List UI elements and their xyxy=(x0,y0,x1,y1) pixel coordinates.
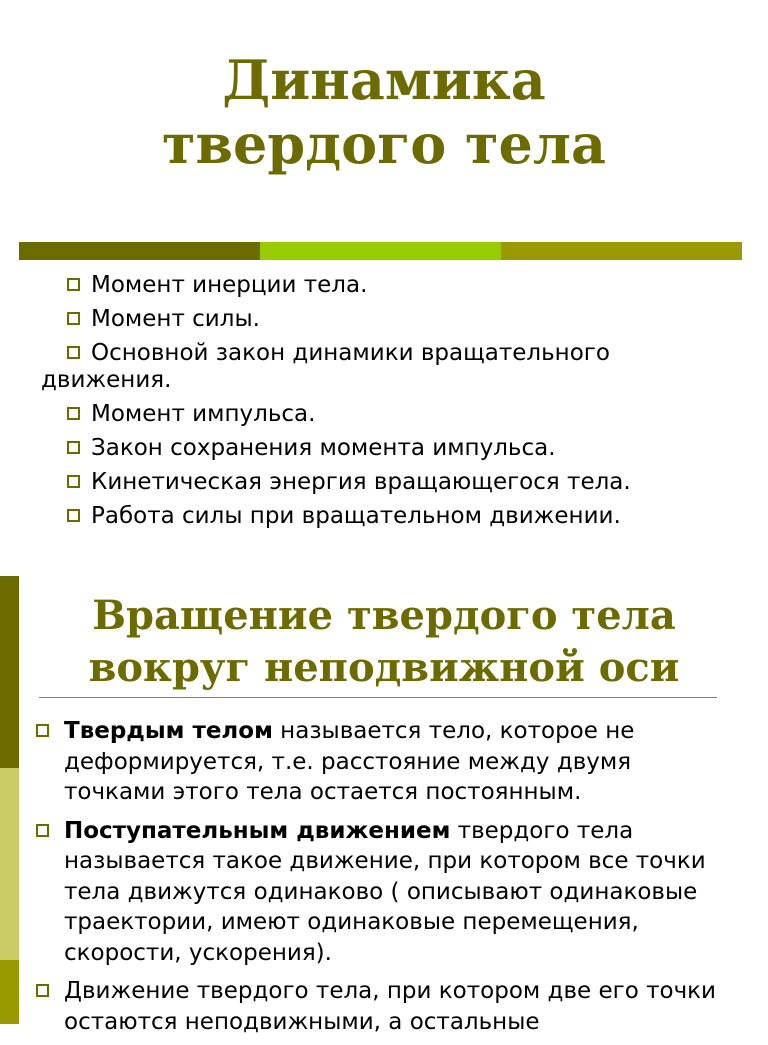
square-bullet-icon xyxy=(67,475,80,488)
square-bullet-icon xyxy=(67,509,80,522)
list-item xyxy=(36,976,736,1037)
definition-text: Движение твердого тела, при котором две его точки остаются неподвижными, а остальные xyxy=(64,978,716,1035)
list-item xyxy=(36,816,736,969)
list-item: Основной закон динамики вращательного движения. xyxy=(41,340,610,393)
slide-title-line-1: Динамика xyxy=(222,48,546,112)
side-band-dark xyxy=(0,576,19,768)
side-band-light xyxy=(0,768,19,960)
slide-title-line-2: твердого тела xyxy=(162,112,606,176)
divider-segment-lime xyxy=(260,242,501,260)
section-title-line-2: вокруг неподвижной оси xyxy=(88,644,680,691)
side-band-olive xyxy=(0,960,19,1024)
square-bullet-icon xyxy=(36,984,49,997)
section-title-line-1: Вращение твердого тела xyxy=(92,592,676,639)
divider-segment-olive xyxy=(501,242,742,260)
list-item: Момент импульса. xyxy=(66,401,746,428)
title-underline xyxy=(39,697,717,698)
list-item: Закон сохранения момента импульса. xyxy=(66,435,746,462)
divider-segment-dark xyxy=(19,242,260,260)
list-item: Момент инерции тела. xyxy=(66,272,746,299)
definition-text: называется тело, которое не деформируется, т.е. расстояние между двумя точками этого тела остается постоянным. xyxy=(64,718,635,805)
definition-text: твердого тела называется такое движение, при котором все точки тела движутся одинаково ( описывают одинаковые траектории, имеют одинаковые перемещения, скорости, ускорения). xyxy=(64,817,706,966)
list-item: Работа силы при вращательном движении. xyxy=(66,503,746,530)
square-bullet-icon xyxy=(67,312,80,325)
square-bullet-icon xyxy=(36,724,49,737)
section-title xyxy=(30,590,738,694)
square-bullet-icon xyxy=(67,278,80,291)
term: Поступательным движением xyxy=(64,817,451,844)
square-bullet-icon xyxy=(36,824,49,837)
definitions-list xyxy=(36,716,736,1045)
square-bullet-icon xyxy=(67,407,80,420)
list-item: Момент силы. xyxy=(66,306,746,333)
term: Твердым телом xyxy=(64,718,273,744)
list-item: Кинетическая энергия вращающегося тела. xyxy=(66,469,746,496)
title-divider-bar xyxy=(19,242,742,260)
slide-side-band xyxy=(0,576,19,1024)
list-item xyxy=(36,716,736,808)
topics-list xyxy=(41,272,746,537)
square-bullet-icon xyxy=(67,441,80,454)
square-bullet-icon xyxy=(67,346,80,359)
slide-title xyxy=(0,48,768,176)
